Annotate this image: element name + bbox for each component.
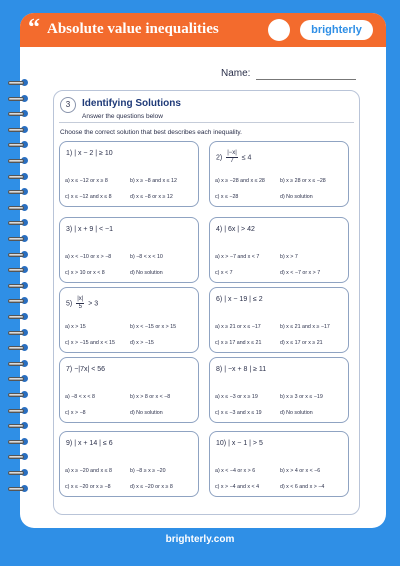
question-expression <box>66 150 113 157</box>
inequality-text: −|7x| < 56 <box>74 366 106 373</box>
ring-wire <box>8 393 24 397</box>
binding-ring <box>8 484 30 493</box>
section-divider <box>59 122 354 123</box>
inequality-text: | 6x | > 42 <box>224 226 255 233</box>
worksheet-page <box>20 13 386 528</box>
quote-icon: “ <box>28 15 40 41</box>
circle-decoration <box>268 19 290 41</box>
binding-ring <box>8 390 30 399</box>
ring-wire <box>8 81 24 85</box>
question-card-6 <box>209 287 349 353</box>
answer-option-a[interactable]: a) x ≥ 21 or x ≤ −17 <box>215 324 261 330</box>
fraction-denominator: 5 <box>78 304 82 310</box>
ring-wire <box>8 128 24 132</box>
answer-option-b[interactable]: b) x ≥ 28 or x ≤ −28 <box>280 178 326 184</box>
ring-wire <box>8 315 24 319</box>
answer-option-c[interactable]: c) x > 10 or x < 8 <box>65 270 105 276</box>
question-expression <box>66 440 113 447</box>
binding-ring <box>8 78 30 87</box>
question-number: 6) <box>216 296 223 303</box>
ring-wire <box>8 143 24 147</box>
answer-option-c[interactable]: c) x ≤ −28 <box>215 194 239 200</box>
inequality-text: | x − 2 | ≥ 10 <box>74 150 113 157</box>
ring-wire <box>8 362 24 366</box>
inequality-text: | x + 14 | ≤ 6 <box>74 440 113 447</box>
answer-option-b[interactable]: b) −8 < x < 10 <box>130 254 163 260</box>
question-card-2 <box>209 141 349 207</box>
question-card-7 <box>59 357 199 423</box>
question-number: 7) <box>66 366 73 373</box>
fraction <box>76 296 84 311</box>
binding-ring <box>8 281 30 290</box>
name-input-line[interactable] <box>256 79 356 80</box>
answer-option-b[interactable]: b) x < −15 or x > 15 <box>130 324 177 330</box>
answer-option-c[interactable]: c) x > −8 <box>65 410 86 416</box>
ring-wire <box>8 331 24 335</box>
binding-ring <box>8 296 30 305</box>
name-label: Name: <box>221 68 251 79</box>
answer-option-c[interactable]: c) x > −15 and x < 15 <box>65 340 115 346</box>
inequality-text: | x + 9 | < −1 <box>74 226 114 233</box>
question-card-9 <box>59 431 199 497</box>
answer-option-a[interactable]: a) x ≥ −28 and x ≤ 28 <box>215 178 265 184</box>
worksheet-title: Absolute value inequalities <box>47 21 219 37</box>
ring-wire <box>8 299 24 303</box>
answer-option-b[interactable]: b) −8 ≥ x ≥ −20 <box>130 468 166 474</box>
answer-option-d[interactable]: d) x > −15 <box>130 340 154 346</box>
binding-ring <box>8 406 30 415</box>
ring-wire <box>8 424 24 428</box>
ring-wire <box>8 471 24 475</box>
binding-ring <box>8 452 30 461</box>
answer-option-c[interactable]: c) x ≤ −20 or x ≥ −8 <box>65 484 111 490</box>
binding-ring <box>8 234 30 243</box>
answer-option-b[interactable]: b) x > 7 <box>280 254 298 260</box>
ring-wire <box>8 175 24 179</box>
binding-ring <box>8 187 30 196</box>
question-number: 8) <box>216 366 223 373</box>
binding-ring <box>8 140 30 149</box>
instruction-text: Choose the correct solution that best describes each inequality. <box>60 129 242 136</box>
answer-option-d[interactable]: d) x < 6 and x > −4 <box>280 484 325 490</box>
brighterly-logo: brighterly <box>300 20 373 40</box>
answer-option-a[interactable]: a) x ≤ −3 or x ≥ 19 <box>215 394 258 400</box>
binding-ring <box>8 250 30 259</box>
ring-wire <box>8 253 24 257</box>
question-expression <box>66 226 113 233</box>
question-expression <box>216 296 263 303</box>
answer-option-d[interactable]: d) No solution <box>130 270 163 276</box>
answer-option-d[interactable]: d) x ≤ 17 or x ≥ 21 <box>280 340 323 346</box>
question-card-4 <box>209 217 349 283</box>
question-expression <box>216 440 263 447</box>
fraction <box>226 150 238 165</box>
question-card-8 <box>209 357 349 423</box>
inequality-text: | x − 1 | > 5 <box>228 440 263 447</box>
ring-wire <box>8 206 24 210</box>
ring-wire <box>8 377 24 381</box>
answer-option-a[interactable]: a) x < −4 or x > 6 <box>215 468 256 474</box>
question-expression <box>66 296 98 311</box>
binding-ring <box>8 437 30 446</box>
question-number: 2) <box>216 154 223 162</box>
question-number: 5) <box>66 300 73 308</box>
fraction-numerator: |x| <box>77 296 84 302</box>
ring-wire <box>8 346 24 350</box>
question-expression <box>216 226 255 233</box>
inequality-rhs: ≤ 4 <box>241 154 252 162</box>
answer-option-c[interactable]: c) x ≤ −12 and x ≤ 8 <box>65 194 112 200</box>
ring-wire <box>8 409 24 413</box>
answer-option-b[interactable]: b) x ≤ 21 and x ≥ −17 <box>280 324 330 330</box>
answer-option-a[interactable]: a) x > −7 and x < 7 <box>215 254 260 260</box>
question-number: 4) <box>216 226 223 233</box>
answer-option-d[interactable]: d) x < −7 or x > 7 <box>280 270 321 276</box>
question-card-10 <box>209 431 349 497</box>
answer-option-a[interactable]: a) x ≤ −12 or x ≥ 8 <box>65 178 108 184</box>
binding-ring <box>8 312 30 321</box>
answer-option-c[interactable]: c) x < 7 <box>215 270 233 276</box>
binding-ring <box>8 343 30 352</box>
question-number: 9) <box>66 440 73 447</box>
question-number: 1) <box>66 150 73 157</box>
answer-option-b[interactable]: b) x > 8 or x < −8 <box>130 394 171 400</box>
binding-ring <box>8 468 30 477</box>
identifying-solutions-section <box>53 90 360 515</box>
section-subtitle: Answer the questions below <box>82 113 163 120</box>
ring-wire <box>8 221 24 225</box>
answer-option-a[interactable]: a) x < −10 or x > −8 <box>65 254 112 260</box>
binding-ring <box>8 218 30 227</box>
answer-option-b[interactable]: b) x > 4 or x < −6 <box>280 468 321 474</box>
ring-wire <box>8 455 24 459</box>
binding-ring <box>8 172 30 181</box>
question-expression <box>66 366 105 373</box>
answer-option-c[interactable]: c) x ≤ −3 and x ≤ 19 <box>215 410 262 416</box>
ring-wire <box>8 190 24 194</box>
section-number: 3 <box>60 97 76 113</box>
binding-ring <box>8 374 30 383</box>
binding-ring <box>8 94 30 103</box>
answer-option-c[interactable]: c) x > −4 and x < 4 <box>215 484 260 490</box>
ring-wire <box>8 237 24 241</box>
ring-wire <box>8 268 24 272</box>
answer-option-d[interactable]: d) No solution <box>280 194 313 200</box>
question-card-3 <box>59 217 199 283</box>
answer-option-b[interactable]: b) x ≥ −8 and x ≤ 12 <box>130 178 177 184</box>
question-number: 3) <box>66 226 73 233</box>
header-bar <box>20 13 386 47</box>
answer-option-d[interactable]: d) No solution <box>130 410 163 416</box>
binding-ring <box>8 156 30 165</box>
question-expression <box>216 366 266 373</box>
section-title: Identifying Solutions <box>82 98 181 109</box>
binding-ring <box>8 125 30 134</box>
answer-option-b[interactable]: b) x ≥ 3 or x ≤ −19 <box>280 394 323 400</box>
answer-option-a[interactable]: a) x > 15 <box>65 324 86 330</box>
answer-option-d[interactable]: d) No solution <box>280 410 313 416</box>
ring-wire <box>8 112 24 116</box>
inequality-text: | x − 19 | ≤ 2 <box>224 296 263 303</box>
question-card-1 <box>59 141 199 207</box>
answer-option-c[interactable]: c) x ≥ 17 and x ≤ 21 <box>215 340 262 346</box>
binding-ring <box>8 109 30 118</box>
binding-ring <box>8 265 30 274</box>
inequality-text: | −x + 8 | ≥ 11 <box>224 366 267 373</box>
binding-ring <box>8 421 30 430</box>
answer-option-d[interactable]: d) x ≤ −8 or x ≥ 12 <box>130 194 173 200</box>
ring-wire <box>8 487 24 491</box>
footer-url[interactable]: brighterly.com <box>165 534 235 545</box>
ring-wire <box>8 440 24 444</box>
ring-wire <box>8 97 24 101</box>
binding-ring <box>8 359 30 368</box>
binding-ring <box>8 328 30 337</box>
question-expression <box>216 150 251 165</box>
answer-option-a[interactable]: a) −8 < x < 8 <box>65 394 95 400</box>
fraction-denominator: 7 <box>230 158 234 164</box>
ring-wire <box>8 159 24 163</box>
ring-wire <box>8 284 24 288</box>
question-card-5 <box>59 287 199 353</box>
answer-option-d[interactable]: d) x ≤ −20 or x ≥ 8 <box>130 484 173 490</box>
binding-ring <box>8 203 30 212</box>
question-number: 10) <box>216 440 227 447</box>
fraction-numerator: |−x| <box>227 150 237 156</box>
inequality-rhs: > 3 <box>88 300 99 308</box>
answer-option-a[interactable]: a) x ≥ −20 and x ≤ 8 <box>65 468 112 474</box>
